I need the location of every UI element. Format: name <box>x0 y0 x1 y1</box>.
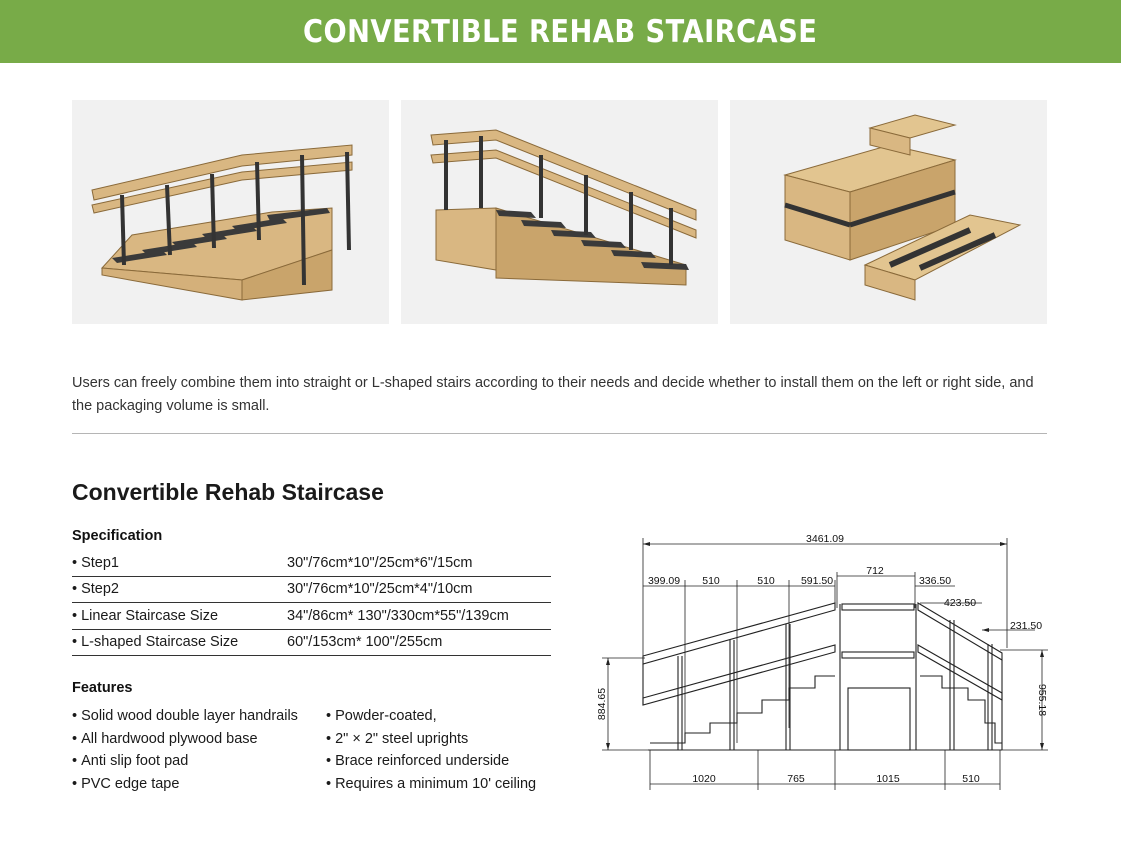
list-item: • Solid wood double layer handrails <box>72 705 298 728</box>
list-item: • PVC edge tape <box>72 773 298 796</box>
section-title: Convertible Rehab Staircase <box>72 479 384 505</box>
dim-height-left: 884.65 <box>596 687 608 721</box>
spec-label: • Linear Staircase Size <box>72 608 287 624</box>
list-item: • Anti slip foot pad <box>72 750 298 773</box>
features-heading: Features <box>72 680 133 696</box>
dim-label: 231.50 <box>1009 620 1043 632</box>
dim-label: 1020 <box>692 773 716 785</box>
spec-value: 30"/76cm*10"/25cm*4"/10cm <box>287 581 473 598</box>
spec-row <box>72 577 551 604</box>
features-list-left <box>72 705 298 796</box>
divider <box>72 433 1047 434</box>
spec-value: 34"/86cm* 130"/330cm*55"/139cm <box>287 607 509 624</box>
dim-label: 510 <box>702 575 720 587</box>
dim-total: 3461.09 <box>806 533 844 545</box>
spec-value: 60"/153cm* 100"/255cm <box>287 634 443 651</box>
dim-height-right: 955.18 <box>1036 683 1048 717</box>
list-item: • Powder-coated, <box>326 705 536 728</box>
spec-label: • Step2 <box>72 581 287 597</box>
list-item: • Brace reinforced underside <box>326 750 536 773</box>
spec-row <box>72 630 551 657</box>
dim-label: 399.09 <box>647 575 681 587</box>
specification-table <box>72 550 551 656</box>
dim-label: 336.50 <box>918 575 952 587</box>
specification-heading: Specification <box>72 528 163 544</box>
dim-label: 712 <box>866 565 884 577</box>
list-item: • Requires a minimum 10' ceiling <box>326 773 536 796</box>
straight-staircase-photo <box>72 100 389 324</box>
dimension-drawing <box>590 528 1060 798</box>
spec-value: 30"/76cm*10"/25cm*6"/15cm <box>287 554 473 571</box>
spec-label: • L-shaped Staircase Size <box>72 634 287 650</box>
list-item: • 2" × 2" steel uprights <box>326 728 536 751</box>
packaged-staircase-photo <box>730 100 1047 324</box>
spec-row <box>72 550 551 577</box>
intro-paragraph: Users can freely combine them into straight or L-shaped stairs according to their needs and decide whether to install them on the left or right side, and the packaging volume is small. <box>72 375 1034 414</box>
dim-label: 510 <box>962 773 980 785</box>
spec-label: • Step1 <box>72 555 287 571</box>
straight-staircase-reverse-photo <box>401 100 718 324</box>
dim-label: 591.50 <box>800 575 834 587</box>
page-title: CONVERTIBLE REHAB STAIRCASE <box>303 13 818 50</box>
list-item: • All hardwood plywood base <box>72 728 298 751</box>
dim-label: 765 <box>787 773 805 785</box>
spec-row <box>72 603 551 630</box>
dim-label: 423.50 <box>943 597 977 609</box>
dim-label: 1015 <box>876 773 900 785</box>
title-banner <box>0 0 1121 63</box>
dim-label: 510 <box>757 575 775 587</box>
features-list-right <box>326 705 536 796</box>
